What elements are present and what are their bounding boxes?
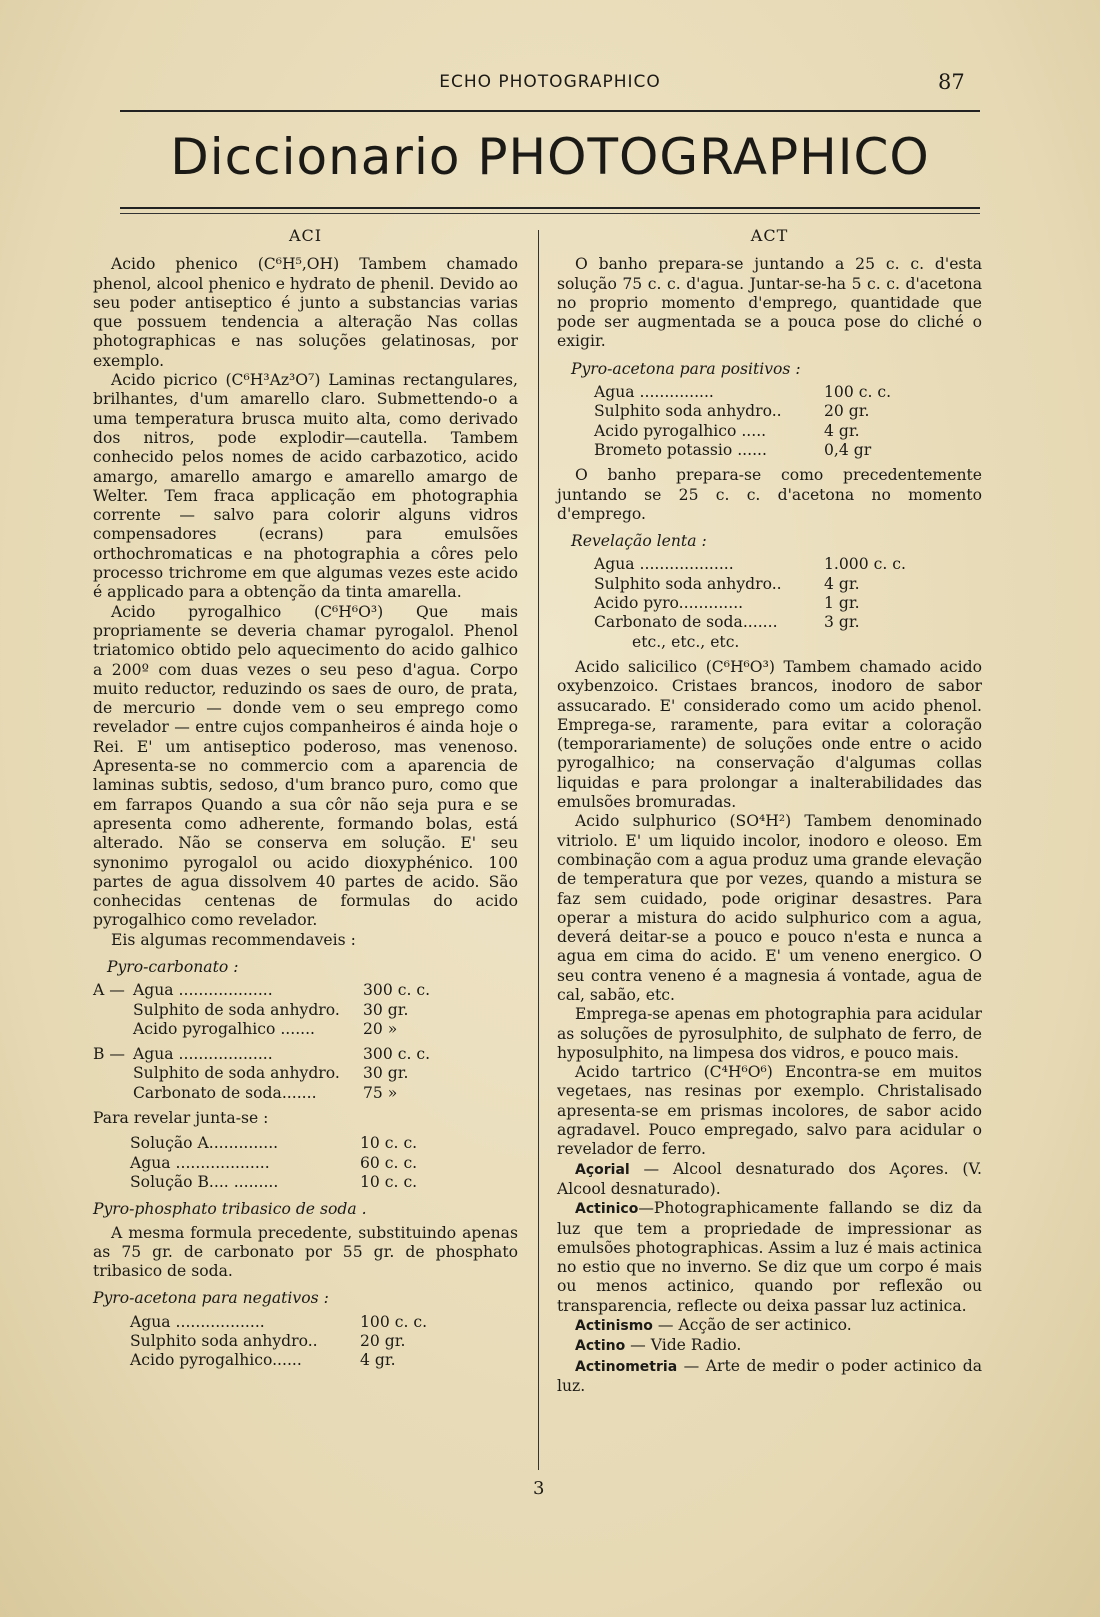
sulphurico-usage: Emprega-se apenas em photographia para acidular as soluções de pyrosulphito, de sulphato de ferro, de hyposulphito, na limpesa dos vidros, e pouco mais.: [557, 1005, 982, 1062]
banho-text: O banho prepara-se juntando a 25 c. c. d'esta solução 75 c. c. d'agua. Juntar-se-ha 5 c. c. d'acetona no proprio momento d'emprego, quantidade que pode ser augmentada se a pouca pose do cliché o exigir.: [557, 255, 982, 351]
entry-actino: Actino — Vide Radio.: [575, 1336, 742, 1355]
formula-row: Acido pyrogalhico...... 4 gr.: [130, 1351, 396, 1370]
entry-acido-pyrogalhico: Acido pyrogalhico (C⁶H⁶O³) Que mais propriamente se deveria chamar pyrogalol. Phenol triatomico obtido pelo aquecimento do acido galhico a 200º com duas vezes o seu peso d'agua. Corpo muito reductor, reduzindo os saes de ouro, de prata, de mercurio — donde vem o seu emprego como revelador — entre cujos companheiros é ainda hoje o Rei. E' um antiseptico poderoso, mas venenoso. Apresenta-se no commercio com a aparencia de laminas subtis, sedoso, d'um branco puro, como que em farrapos Quando a sua côr não seja pura e se apresenta como adherente, formando bolas, está alterado. Não se conserva em solução. E' seu synonimo pyrogalol ou acido dioxyphénico. 100 partes de agua dissolvem 40 partes de acido. São conhecidas centenas de formulas do acido pyrogalhico como revelador.: [93, 602, 518, 930]
entry-actinico: Actinico—Photographicamente fallando se diz da luz que tem a propriedade de impressionar as emulsões photographicas. Assim a luz é mais actinica no estio que no inverno. Se diz que um corpo é mais ou menos actinico, quando por reflexão ou transparencia, reflecte ou deixa passar luz actinica.: [557, 1199, 982, 1315]
formula-b: [93, 1045, 518, 1103]
reveal-text: Para revelar junta-se :: [93, 1109, 269, 1128]
title-rule-upper: [120, 207, 980, 209]
formula-row: Acido pyro............. 1 gr.: [594, 594, 860, 613]
formula-row: Agua ................... 1.000 c. c.: [594, 555, 906, 574]
formula-row: Acido pyrogalhico ....... 20 »: [133, 1019, 398, 1038]
entry-acido-phenico: Acido phenico (C⁶H⁵,OH) Tambem chamado phenol, alcool phenico e hydrato de phenil. Devido ao seu poder antiseptico é junto a substancias varias que possuem tendencia a alteração Nas collas photographicas e nas soluções gelatinosas, por exemplo.: [93, 255, 518, 370]
right-column: [557, 226, 982, 1396]
formula-heading-pyro-acetona-pos: Pyro-acetona para positivos :: [571, 359, 801, 378]
formula-row: Brometo potassio ...... 0,4 gr: [594, 440, 872, 459]
formula-heading-revelacao-lenta: Revelação lenta :: [571, 532, 707, 551]
entry-acido-salicilico: Acido salicilico (C⁶H⁶O³) Tambem chamado acido oxybenzoico. Cristaes brancos, inodoro de sabor assucarado. E' considerado como um acido phenol. Emprega-se, raramente, para evitar a coloração (temporariamente) de soluções onde entre o acido pyrogalhico; na conservação d'algumas collas liquidas e para prolongar a inalterabilidades das emulsões bromuradas.: [557, 657, 982, 812]
formula-row: Sulphito soda anhydro.. 20 gr.: [130, 1332, 406, 1351]
formula-row: A — Agua ................... 300 c. c.: [93, 981, 431, 1000]
formula-heading-pyro-phosphato: Pyro-phosphato tribasico de soda .: [93, 1200, 367, 1219]
column-divider: [538, 230, 539, 1470]
page-number: 87: [938, 70, 965, 94]
formula-d: [130, 1313, 518, 1371]
formula-row: Sulphito de soda anhydro. 30 gr.: [133, 1064, 409, 1083]
entry-actinismo: Actinismo — Acção de ser actinico.: [575, 1316, 852, 1335]
term-actinico: Actinico: [575, 1201, 639, 1218]
phosphato-text: A mesma formula precedente, substituindo apenas as 75 gr. de carbonato por 55 gr. de phosphato tribasico de soda.: [93, 1223, 518, 1281]
formula-row: Acido pyrogalhico ..... 4 gr.: [594, 421, 860, 440]
formula-row: Solução B.... ......... 10 c. c.: [130, 1172, 418, 1191]
signature-mark: 3: [533, 1478, 545, 1499]
entry-actinometria: Actinometria — Arte de medir o poder actinico da luz.: [557, 1356, 982, 1395]
banho-text-2: O banho prepara-se como precedentemente juntando se 25 c. c. d'acetona no momento d'emprego.: [557, 466, 982, 523]
formula-row: Solução A.............. 10 c. c.: [130, 1134, 418, 1153]
formula-row: B — Agua ................... 300 c. c.: [93, 1045, 431, 1064]
right-column-heading: ACT: [750, 226, 789, 245]
term-acorial: Açorial: [575, 1161, 630, 1178]
left-column: [93, 226, 518, 1371]
term-actinometria: Actinometria: [575, 1358, 678, 1375]
page-title: Diccionario PHOTOGRAPHICO: [170, 128, 930, 186]
title-rule-lower: [120, 213, 980, 214]
formula-row: Sulphito de soda anhydro. 30 gr.: [133, 1000, 409, 1019]
formula-a: [93, 981, 518, 1039]
formula-row: Agua .................. 100 c. c.: [130, 1312, 428, 1331]
entry-acido-sulphurico: Acido sulphurico (SO⁴H²) Tambem denominado vitriolo. E' um liquido incolor, inodoro e oleoso. Em combinação com a agua produz uma grande elevação de temperatura que por vezes, quando a mistura se faz sem cuidado, pode originar desastres. Para operar a mistura do acido sulphurico com a agua, deverá deitar-se a pouco e pouco n'esta e nunca a agua em cima do acido. E' um veneno energico. O seu contra veneno é a magnesia á vontade, agua de cal, sabão, etc.: [557, 812, 982, 1004]
left-column-heading: ACI: [288, 226, 323, 245]
term-actinismo: Actinismo: [575, 1318, 653, 1335]
entry-acido-tartrico: Acido tartrico (C⁴H⁶O⁶) Encontra-se em muitos vegetaes, nas resinas por exemplo. Christalisado apresenta-se em prismas incolores, de sabor acido agradavel. Pouco empregado, salvo para acidular o revelador de ferro.: [557, 1063, 982, 1159]
term-actino: Actino: [575, 1338, 626, 1355]
formula-row: Carbonato de soda....... 75 »: [133, 1083, 398, 1102]
formula-row: Sulphito soda anhydro.. 20 gr.: [594, 402, 870, 421]
formula-row: Agua ................... 60 c. c.: [130, 1153, 418, 1172]
top-rule: [120, 110, 980, 112]
formula-pos: [594, 383, 982, 460]
formula-row: Carbonato de soda....... 3 gr.: [594, 613, 860, 632]
formula-row: Agua ............... 100 c. c.: [594, 383, 892, 402]
formula-lenta: [594, 555, 982, 632]
formula-row: Sulphito soda anhydro.. 4 gr.: [594, 574, 860, 593]
formula-heading-pyro-carbonato: Pyro-carbonato :: [107, 957, 239, 976]
entry-acorial: Açorial — Alcool desnaturado dos Açores. (V. Alcool desnaturado).: [557, 1159, 982, 1198]
running-head: ECHO PHOTOGRAPHICO: [439, 72, 661, 92]
formula-c: [130, 1134, 518, 1192]
formula-heading-pyro-acetona-neg: Pyro-acetona para negativos :: [93, 1289, 329, 1308]
etc-line: etc., etc., etc.: [632, 632, 740, 651]
entry-acido-picrico: Acido picrico (C⁶H³Az³O⁷) Laminas rectangulares, brilhantes, d'um amarello claro. Submettendo-o a uma temperatura brusca muito alta, como derivado dos nitros, pode explodir—cautella. Tambem conhecido pelos nomes de acido carbazotico, acido amargo, amarello amargo e amarello amargo de Welter. Tem fraca applicação em photographia corrente — salvo para colorir alguns vidros compensadores (ecrans) para emulsões orthochromaticas e na photographia a côres pelo processo trichrome em que algumas vezes este acido é applicado para a obtenção da tinta amarella.: [93, 371, 518, 602]
recommend-text: Eis algumas recommendaveis :: [111, 930, 356, 949]
